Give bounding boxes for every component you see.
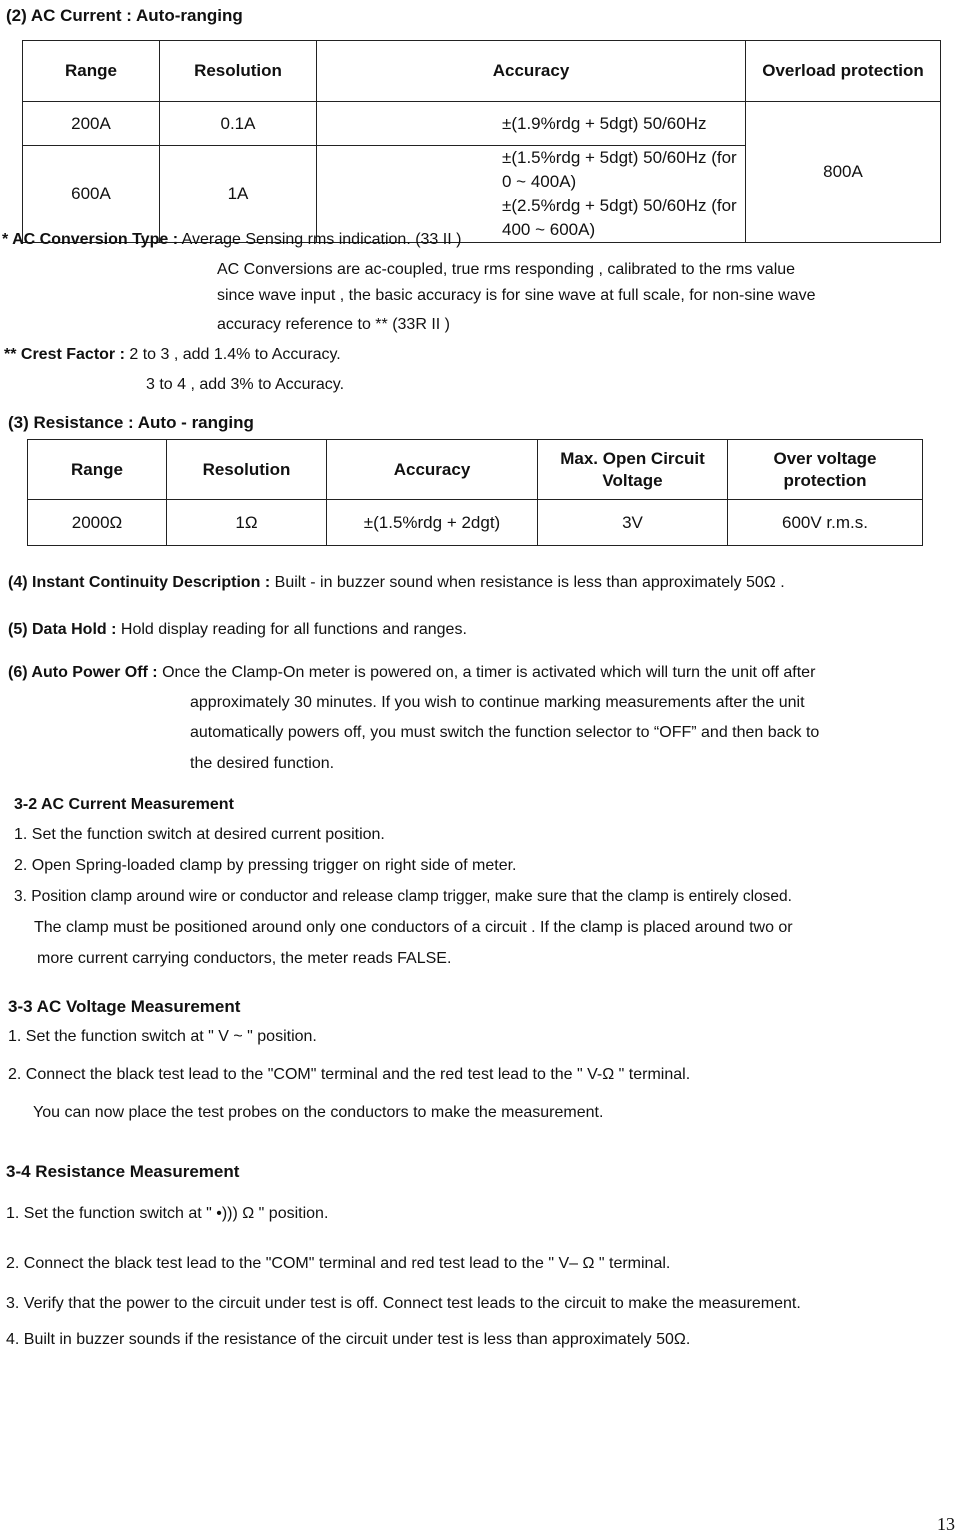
table-row <box>23 102 941 146</box>
ac-conversion-note: AC Conversions are ac-coupled, true rms responding , calibrated to the rms value <box>217 261 796 278</box>
section-6-cont: automatically powers off, you must switch the function selector to “OFF” and then back to <box>190 724 820 741</box>
cell-resolution: 1Ω <box>167 500 327 546</box>
section-6-line <box>8 664 815 682</box>
section-4-line <box>8 574 785 592</box>
list-item: 3. Position clamp around wire or conductor and release clamp trigger, make sure that the clamp is entirely closed. <box>14 888 792 905</box>
section-3-heading: (3) Resistance : Auto - ranging <box>8 413 254 432</box>
ac-current-table <box>22 40 941 243</box>
cell-accuracy: ±(1.5%rdg + 2dgt) <box>327 500 538 546</box>
header-accuracy: Accuracy <box>327 440 538 500</box>
list-item-cont: The clamp must be positioned around only one conductors of a circuit . If the clamp is placed around two or <box>34 919 793 936</box>
cell-range: 600A <box>23 146 160 243</box>
header-accuracy: Accuracy <box>317 41 746 102</box>
header-range: Range <box>23 41 160 102</box>
list-item: 2. Connect the black test lead to the "COM" terminal and the red test lead to the " V-Ω " terminal. <box>8 1066 691 1083</box>
list-item: 1. Set the function switch at " •))) Ω " position. <box>6 1205 329 1222</box>
header-over-voltage-protection: Over voltage protection <box>728 440 923 500</box>
accuracy-line: ±(2.5%rdg + 5dgt) 50/60Hz (for 400 ~ 600A) <box>502 196 737 239</box>
section-5-text: Hold display reading for all functions and ranges. <box>116 621 467 638</box>
cell-open-voltage: 3V <box>538 500 728 546</box>
header-max-open-circuit-voltage: Max. Open Circuit Voltage <box>538 440 728 500</box>
crest-factor-line <box>4 346 341 364</box>
table-header-row <box>23 41 941 102</box>
page-number: 13 <box>937 1514 955 1534</box>
table-row <box>28 500 923 546</box>
list-item: 3. Verify that the power to the circuit under test is off. Connect test leads to the circuit to make the measurement. <box>6 1295 801 1312</box>
section-6-label: (6) Auto Power Off : <box>8 664 158 681</box>
section-3-2-heading: 3-2 AC Current Measurement <box>14 796 234 813</box>
list-item: 1. Set the function switch at desired current position. <box>14 826 385 843</box>
crest-factor-line2: 3 to 4 , add 3% to Accuracy. <box>146 376 345 393</box>
section-3-3-heading: 3-3 AC Voltage Measurement <box>8 997 241 1016</box>
cell-accuracy <box>317 146 746 243</box>
cell-resolution: 1A <box>160 146 317 243</box>
section-4-text: Built - in buzzer sound when resistance is less than approximately 50Ω . <box>270 574 785 591</box>
cell-overload: 800A <box>746 102 941 243</box>
table-header-row <box>28 440 923 500</box>
crest-factor-label: ** Crest Factor : <box>4 346 125 363</box>
cell-over-voltage: 600V r.m.s. <box>728 500 923 546</box>
list-item: 2. Open Spring-loaded clamp by pressing trigger on right side of meter. <box>14 857 517 874</box>
list-item: 1. Set the function switch at " V ~ " position. <box>8 1028 317 1045</box>
ac-conversion-note: accuracy reference to ** (33R II ) <box>217 316 450 333</box>
cell-range: 200A <box>23 102 160 146</box>
ac-conversion-label: * AC Conversion Type : <box>2 231 179 248</box>
list-item: You can now place the test probes on the conductors to make the measurement. <box>33 1104 604 1121</box>
section-2-heading: (2) AC Current : Auto-ranging <box>6 6 243 25</box>
section-4-label: (4) Instant Continuity Description : <box>8 574 271 591</box>
accuracy-line: ±(1.9%rdg + 5dgt) 50/60Hz <box>502 113 707 133</box>
cell-range: 2000Ω <box>28 500 167 546</box>
ac-conversion-note: since wave input , the basic accuracy is for sine wave at full scale, for non-sine wave <box>217 287 816 304</box>
section-5-label: (5) Data Hold : <box>8 621 117 638</box>
section-3-4-heading: 3-4 Resistance Measurement <box>6 1162 240 1181</box>
list-item: 4. Built in buzzer sounds if the resistance of the circuit under test is less than approximately 50Ω. <box>6 1331 691 1348</box>
section-5-line <box>8 621 467 639</box>
accuracy-line: ±(1.5%rdg + 5dgt) 50/60Hz (for 0 ~ 400A) <box>502 148 737 191</box>
list-item-cont: more current carrying conductors, the meter reads FALSE. <box>37 950 452 967</box>
cell-resolution: 0.1A <box>160 102 317 146</box>
ac-conversion-line <box>2 231 461 249</box>
section-6-cont: approximately 30 minutes. If you wish to continue marking measurements after the unit <box>190 694 805 711</box>
cell-accuracy <box>317 102 746 146</box>
header-overload-protection: Overload protection <box>746 41 941 102</box>
list-item: 2. Connect the black test lead to the "COM" terminal and red test lead to the " V– Ω " terminal. <box>6 1255 671 1272</box>
section-6-text: Once the Clamp-On meter is powered on, a timer is activated which will turn the unit off after <box>157 664 816 681</box>
ac-conversion-value: Average Sensing rms indication. (33 II ) <box>178 231 462 248</box>
resistance-table <box>27 439 923 546</box>
header-resolution: Resolution <box>160 41 317 102</box>
header-range: Range <box>28 440 167 500</box>
header-resolution: Resolution <box>167 440 327 500</box>
crest-factor-value: 2 to 3 , add 1.4% to Accuracy. <box>124 346 341 363</box>
section-6-cont: the desired function. <box>190 755 335 772</box>
